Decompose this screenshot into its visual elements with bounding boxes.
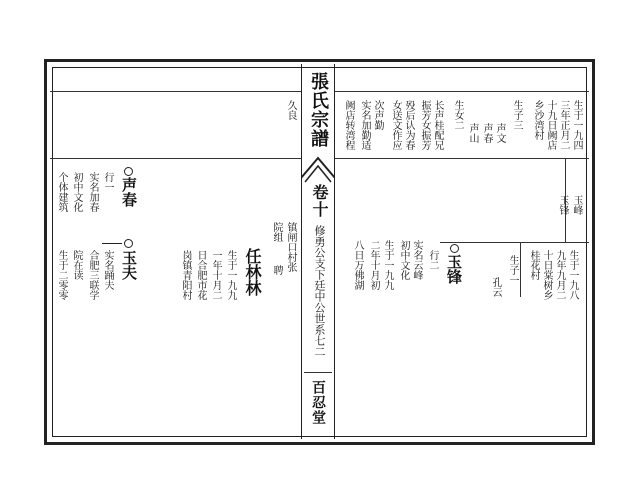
text-col: 十日棠树乡 — [541, 250, 552, 300]
text-col: 日合肥市花 — [195, 250, 206, 300]
text-col: 生于一九九 — [225, 250, 236, 300]
text-col-jiuliang: 久良 — [285, 100, 296, 120]
text-col: 八日万佛湖 — [352, 240, 363, 290]
text-col: 实名加勤适 — [359, 100, 370, 150]
text-col: 行二 — [427, 250, 438, 270]
text-col: 镇闸口村张 — [285, 222, 296, 272]
spine-title: 張氏宗譜 — [308, 72, 329, 148]
spine-hall: 百忍堂 — [310, 380, 326, 425]
text-col: 生女二 — [452, 100, 463, 130]
row-divider-right-mid — [335, 158, 589, 159]
spine-fishtail-ornament — [301, 153, 335, 183]
text-col: 二年十月初 — [368, 240, 379, 290]
text-col: 初中文化 — [398, 240, 409, 280]
text-col: 生于一九九 — [382, 240, 393, 290]
text-col: 乡沙湾村 — [532, 100, 543, 140]
text-col: 长声桂配兄 — [432, 100, 443, 150]
spine-hall-rule — [304, 372, 332, 373]
text-col: 生子三 — [511, 100, 522, 130]
text-col: 三年正月二 — [558, 100, 569, 150]
text-col: 殁后认为春 — [403, 100, 414, 150]
row-divider-right-top — [335, 91, 589, 92]
text-col: 实名加春 — [87, 172, 98, 212]
text-col: 院组 — [271, 222, 282, 242]
text-col: 合肥三联学 — [87, 250, 98, 300]
name-yufeng2-small: 玉锋 — [557, 195, 568, 215]
connector-dash — [102, 243, 122, 244]
text-col: 岗镇青阳村 — [180, 250, 191, 300]
text-col: 初中文化 — [71, 172, 82, 212]
text-col: 生于一九八 — [567, 250, 578, 300]
text-col: 孔云 — [490, 277, 501, 297]
text-col: 院在读 — [71, 250, 82, 280]
name-shengchun: 声春 — [120, 177, 138, 207]
text-col: 阙店转湾程 — [343, 100, 354, 150]
text-col: 十九日阙店 — [545, 100, 556, 150]
text-col: 个体建筑 — [56, 172, 67, 212]
text-col: 实名踊夫 — [102, 250, 113, 290]
person-marker-circle — [450, 244, 459, 253]
person-marker-circle — [124, 239, 133, 248]
text-col: 生于二零零 — [56, 250, 67, 300]
row-divider-left-mid — [50, 158, 301, 159]
text-col: 行一 — [102, 172, 113, 192]
name-yufeng: 玉锋 — [445, 254, 463, 284]
branch-vline-left — [520, 243, 521, 297]
text-col: 振芳女振芳 — [419, 100, 430, 150]
spine-branch: 修勇公支下廷中公世系七二 — [313, 225, 326, 357]
name-yufeng-small: 玉峰 — [571, 195, 582, 215]
branch-line-right — [440, 242, 589, 243]
text-col: 聘 — [271, 265, 282, 275]
name-renlinlin: 任林林 — [243, 248, 262, 296]
text-col: 次声勤 — [372, 100, 383, 130]
text-col: 生于一九四 — [571, 100, 582, 150]
text-col: 声文 — [494, 123, 505, 143]
text-col: 九年九月二 — [554, 250, 565, 300]
text-col: 声山 — [467, 123, 478, 143]
text-col: 桂花村 — [528, 250, 539, 280]
text-col: 生子一 — [507, 255, 518, 285]
text-col: 女送文作应 — [390, 100, 401, 150]
name-yufu: 玉夫 — [120, 250, 138, 280]
spine-volume: 卷十 — [310, 184, 329, 218]
text-col: 一年十月二 — [210, 250, 221, 300]
text-col: 声春 — [481, 123, 492, 143]
person-marker-circle — [124, 167, 133, 176]
row-divider-left-top — [50, 91, 301, 92]
text-col: 实名云峰 — [411, 240, 422, 280]
